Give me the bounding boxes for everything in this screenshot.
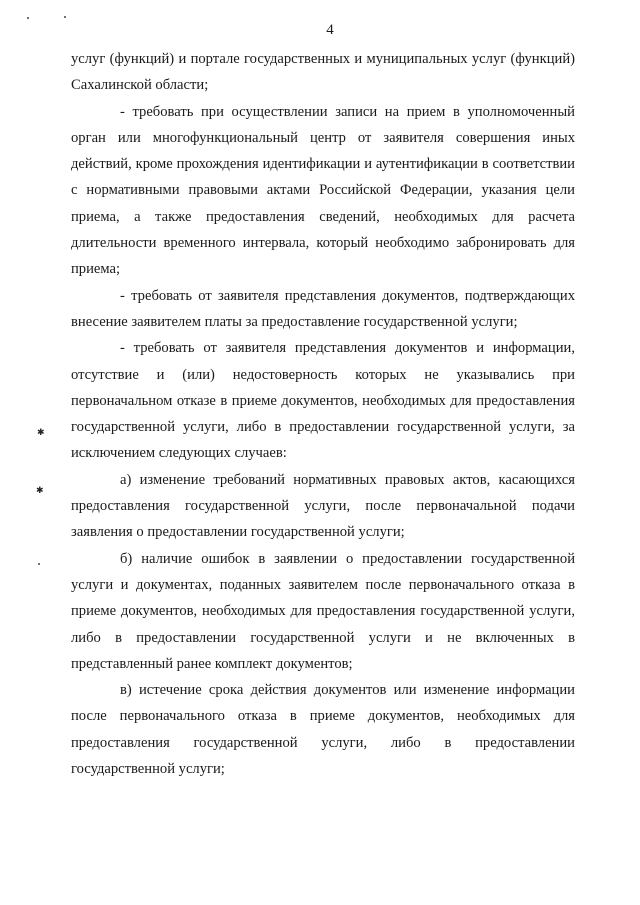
paragraph: - требовать при осуществлении записи на прием в уполномоченный орган или многофункциональный центр от заявителя совершения иных действий, кроме прохождения идентификации и аутентификации в соответствии с нормативными правовыми актами Российской Федерации, указания цели приема, а также предоставления сведений, необходимых для расчета длительности временного интервала, который необходимо забронировать для приема; [71, 103, 575, 278]
paragraph: - требовать от заявителя представления документов и информации, отсутствие и (или) недостоверность которых не указывались при первоначальном отказе в приеме документов, необходимых для предоставления государственной услуги, либо в предоставлении государственной услуги, за исключением следующих случаев: [71, 340, 575, 462]
scan-speck [38, 563, 40, 565]
paragraph: б) наличие ошибок в заявлении о предоставлении государственной услуги и документах, поданных заявителем после первоначального отказа в приеме документов, необходимых для предоставления государственной услуги, либо в предоставлении государственной услуги и не включенных в представленный ранее комплект документов; [71, 550, 575, 672]
document-body [71, 46, 575, 782]
scan-speck [64, 16, 66, 18]
paragraph: - требовать от заявителя представления документов, подтверждающих внесение заявителем платы за предоставление государственной услуги; [71, 287, 575, 330]
margin-mark-icon: ✱ [36, 485, 44, 495]
page-number: 4 [326, 22, 334, 38]
paragraph: услуг (функций) и портале государственных и муниципальных услуг (функций) Сахалинской области; [71, 51, 575, 94]
paragraph: а) изменение требований нормативных правовых актов, касающихся предоставления государственной услуги, после первоначальной подачи заявления о предоставлении государственной услуги; [71, 471, 575, 541]
paragraph: в) истечение срока действия документов или изменение информации после первоначального отказа в приеме документов, необходимых для предоставления государственной услуги, либо в предоставлении государственной услуги; [71, 682, 575, 778]
margin-mark-icon: ✱ [37, 427, 45, 437]
scan-speck [27, 17, 29, 19]
